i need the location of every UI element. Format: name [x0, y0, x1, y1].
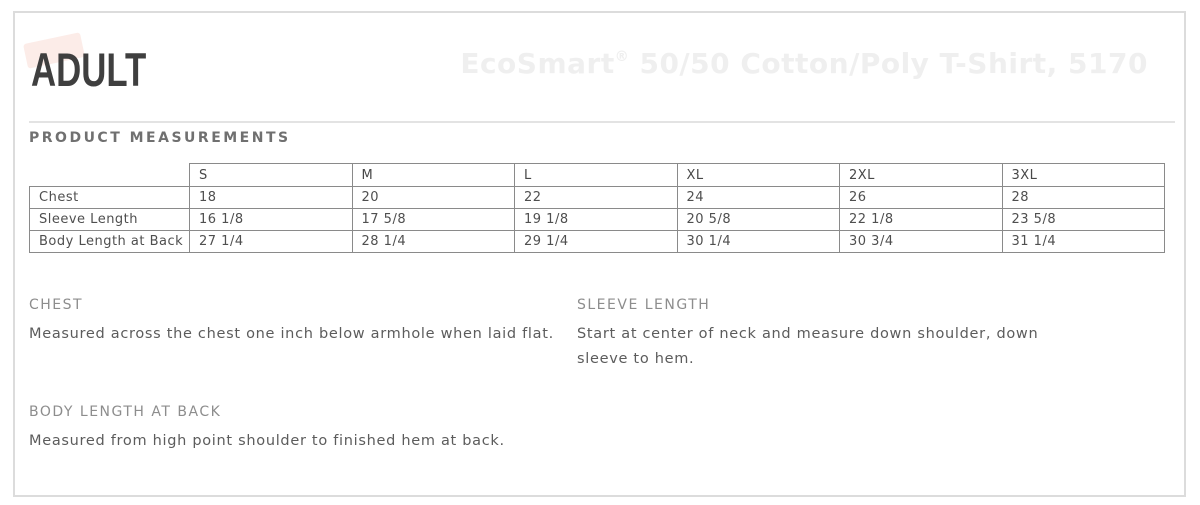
page-title: ADULT	[31, 43, 147, 96]
registered-trademark-symbol: ®	[614, 49, 630, 65]
product-measurements-table	[29, 163, 1165, 253]
measurement-cell: 30 3/4	[840, 231, 1003, 253]
definition-body-length-at-back	[29, 404, 574, 454]
row-label-chest: Chest	[30, 187, 190, 209]
row-label-sleeve-length: Sleeve Length	[30, 209, 190, 231]
measurement-cell: 22	[515, 187, 678, 209]
measurement-cell: 23 5/8	[1002, 209, 1165, 231]
corner-cell	[30, 164, 190, 187]
definition-description: Measured across the chest one inch below armhole when laid flat.	[29, 326, 554, 342]
row-label-body-length-at-back: Body Length at Back	[30, 231, 190, 253]
size-column-header-3xl: 3XL	[1002, 164, 1165, 187]
definition-chest	[29, 297, 574, 347]
definition-description: Measured from high point shoulder to finished hem at back.	[29, 433, 505, 449]
measurement-cell: 28 1/4	[352, 231, 515, 253]
table-header-row	[30, 164, 1165, 187]
measurement-cell: 19 1/8	[515, 209, 678, 231]
measurement-cell: 20 5/8	[677, 209, 840, 231]
measurement-cell: 31 1/4	[1002, 231, 1165, 253]
table-row-sleeve-length	[30, 209, 1165, 231]
measurement-cell: 17 5/8	[352, 209, 515, 231]
measurement-cell: 18	[190, 187, 353, 209]
table-row-chest	[30, 187, 1165, 209]
measurement-cell: 29 1/4	[515, 231, 678, 253]
measurement-cell: 22 1/8	[840, 209, 1003, 231]
size-column-header-l: L	[515, 164, 678, 187]
table-row-body-length-at-back	[30, 231, 1165, 253]
content-frame	[13, 11, 1186, 497]
measurement-cell: 26	[840, 187, 1003, 209]
definition-description: Start at center of neck and measure down shoulder, down sleeve to hem.	[577, 326, 1039, 367]
measurement-cell: 28	[1002, 187, 1165, 209]
size-column-header-2xl: 2XL	[840, 164, 1003, 187]
definition-term: SLEEVE LENGTH	[577, 297, 711, 313]
product-title-rest: 50/50 Cotton/Poly T-Shirt, 5170	[629, 47, 1148, 80]
section-divider	[29, 121, 1175, 123]
section-title: PRODUCT MEASUREMENTS	[29, 130, 291, 146]
definition-term: BODY LENGTH AT BACK	[29, 404, 222, 420]
product-brand: EcoSmart	[460, 47, 615, 80]
size-column-header-xl: XL	[677, 164, 840, 187]
measurement-cell: 24	[677, 187, 840, 209]
measurement-cell: 16 1/8	[190, 209, 353, 231]
definition-sleeve-length	[577, 297, 1093, 372]
product-title-watermark	[460, 47, 1148, 80]
definition-term: CHEST	[29, 297, 84, 313]
measurement-cell: 30 1/4	[677, 231, 840, 253]
measurement-cell: 20	[352, 187, 515, 209]
size-column-header-s: S	[190, 164, 353, 187]
size-column-header-m: M	[352, 164, 515, 187]
measurement-cell: 27 1/4	[190, 231, 353, 253]
